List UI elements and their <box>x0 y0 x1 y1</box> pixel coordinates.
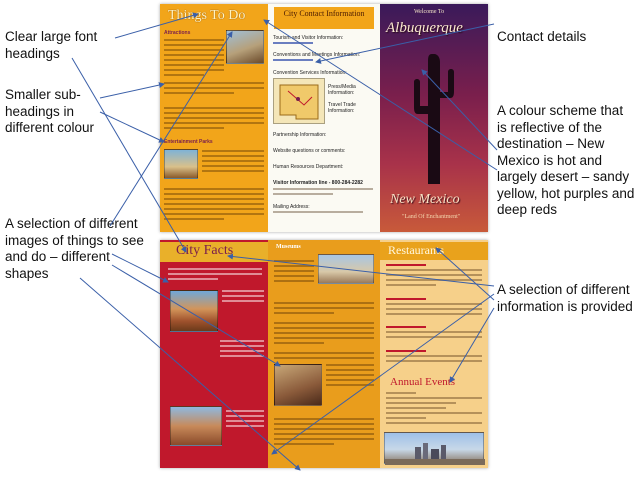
museum-photo-2 <box>274 364 322 406</box>
rock-formation-photo <box>170 290 218 332</box>
contact-travel-trade: Travel Trade Information: <box>328 102 356 114</box>
contact-mailing: Mailing Address: <box>273 204 310 210</box>
annotation-subheadings: Smaller sub-headings in different colour <box>5 87 95 135</box>
restaurants-panel <box>380 240 488 468</box>
cactus-silhouette <box>410 54 462 184</box>
restaurants-heading: Restaurants <box>388 243 444 257</box>
things-to-do-heading: Things To Do <box>168 8 246 23</box>
city-facts-panel <box>160 240 268 468</box>
contact-tourism: Tourism and Visitor Information: <box>273 35 344 41</box>
pueblo-photo <box>170 406 222 446</box>
city-skyline-photo <box>384 432 484 464</box>
attraction-photo-1 <box>226 30 264 64</box>
contact-press: Press/Media Information: <box>328 84 356 96</box>
city-contact-panel <box>268 4 380 232</box>
city-facts-heading: City Facts <box>176 243 234 258</box>
museums-heading: Museums <box>276 244 301 250</box>
tagline: "Land Of Enchantment" <box>402 214 461 220</box>
welcome-text: Welcome To <box>414 9 445 15</box>
things-to-do-panel <box>160 4 268 232</box>
new-mexico-title: New Mexico <box>390 192 460 207</box>
contact-website: Website questions or comments: <box>273 148 346 154</box>
park-photo <box>164 149 198 179</box>
albuquerque-title: Albuquerque <box>386 20 463 36</box>
contact-hr: Human Resources Department: <box>273 164 344 170</box>
entertainment-parks-subheading: Entertainment Parks <box>164 139 213 145</box>
cover-panel <box>380 4 488 232</box>
attractions-subheading: Attractions <box>164 30 191 36</box>
annotation-headings: Clear large font headings <box>5 29 98 61</box>
contact-convention-services: Convention Services Information: <box>273 70 347 76</box>
city-contact-heading: City Contact Information <box>283 9 365 18</box>
museums-panel <box>268 240 380 468</box>
annual-events-heading: Annual Events <box>390 376 456 388</box>
contact-visitor-line: Visitor Information line - 800-284-2282 <box>273 180 363 186</box>
brochure-outside <box>160 4 488 232</box>
contact-conventions: Conventions and Meetings Information: <box>273 52 360 58</box>
annotation-information: A selection of different information is provided <box>497 282 633 314</box>
annotation-images: A selection of different images of things to see and do – different shapes <box>5 216 144 281</box>
museum-photo-1 <box>318 254 374 284</box>
brochure-inside <box>160 240 488 468</box>
annotation-colour-scheme: A colour scheme that is reflective of the destination – New Mexico is hot and largely desert – sandy yellow, hot purples and deep reds <box>497 103 635 217</box>
new-mexico-map <box>273 78 325 124</box>
annotation-contact: Contact details <box>497 29 587 44</box>
contact-partnership: Partnership Information: <box>273 132 327 138</box>
